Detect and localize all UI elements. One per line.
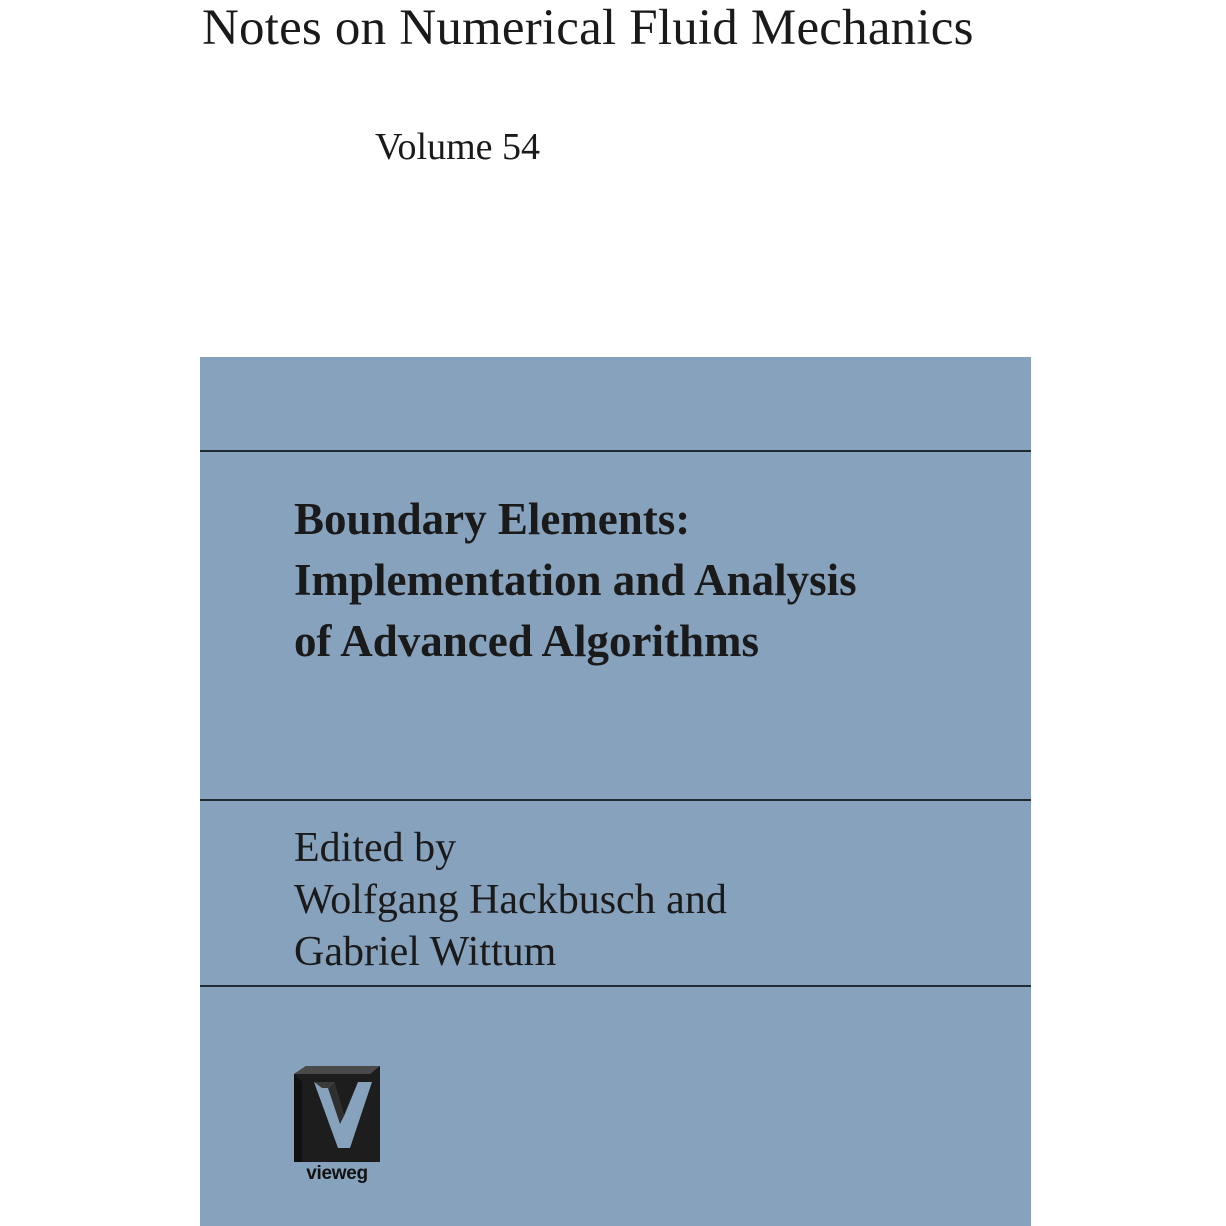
- publisher-logo: [292, 1064, 382, 1184]
- edited-by-label: Edited by: [294, 825, 457, 871]
- book-title-line-1: Boundary Elements:: [294, 494, 691, 544]
- series-title: Notes on Numerical Fluid Mechanics: [202, 0, 974, 56]
- editor-line-1: Wolfgang Hackbusch and: [294, 877, 727, 923]
- book-title-line-3: of Advanced Algorithms: [294, 616, 760, 666]
- editors-block: [294, 822, 727, 978]
- cover-panel: [200, 357, 1031, 1226]
- top-rule: [200, 450, 1031, 452]
- editor-line-2: Gabriel Wittum: [294, 929, 557, 975]
- vieweg-logo-icon: [292, 1064, 382, 1164]
- book-title-line-2: Implementation and Analysis: [294, 555, 857, 605]
- middle-rule: [200, 799, 1031, 801]
- publisher-name: vieweg: [306, 1163, 368, 1184]
- volume-number: Volume 54: [375, 126, 541, 168]
- bottom-rule: [200, 985, 1031, 987]
- book-title: [294, 489, 857, 672]
